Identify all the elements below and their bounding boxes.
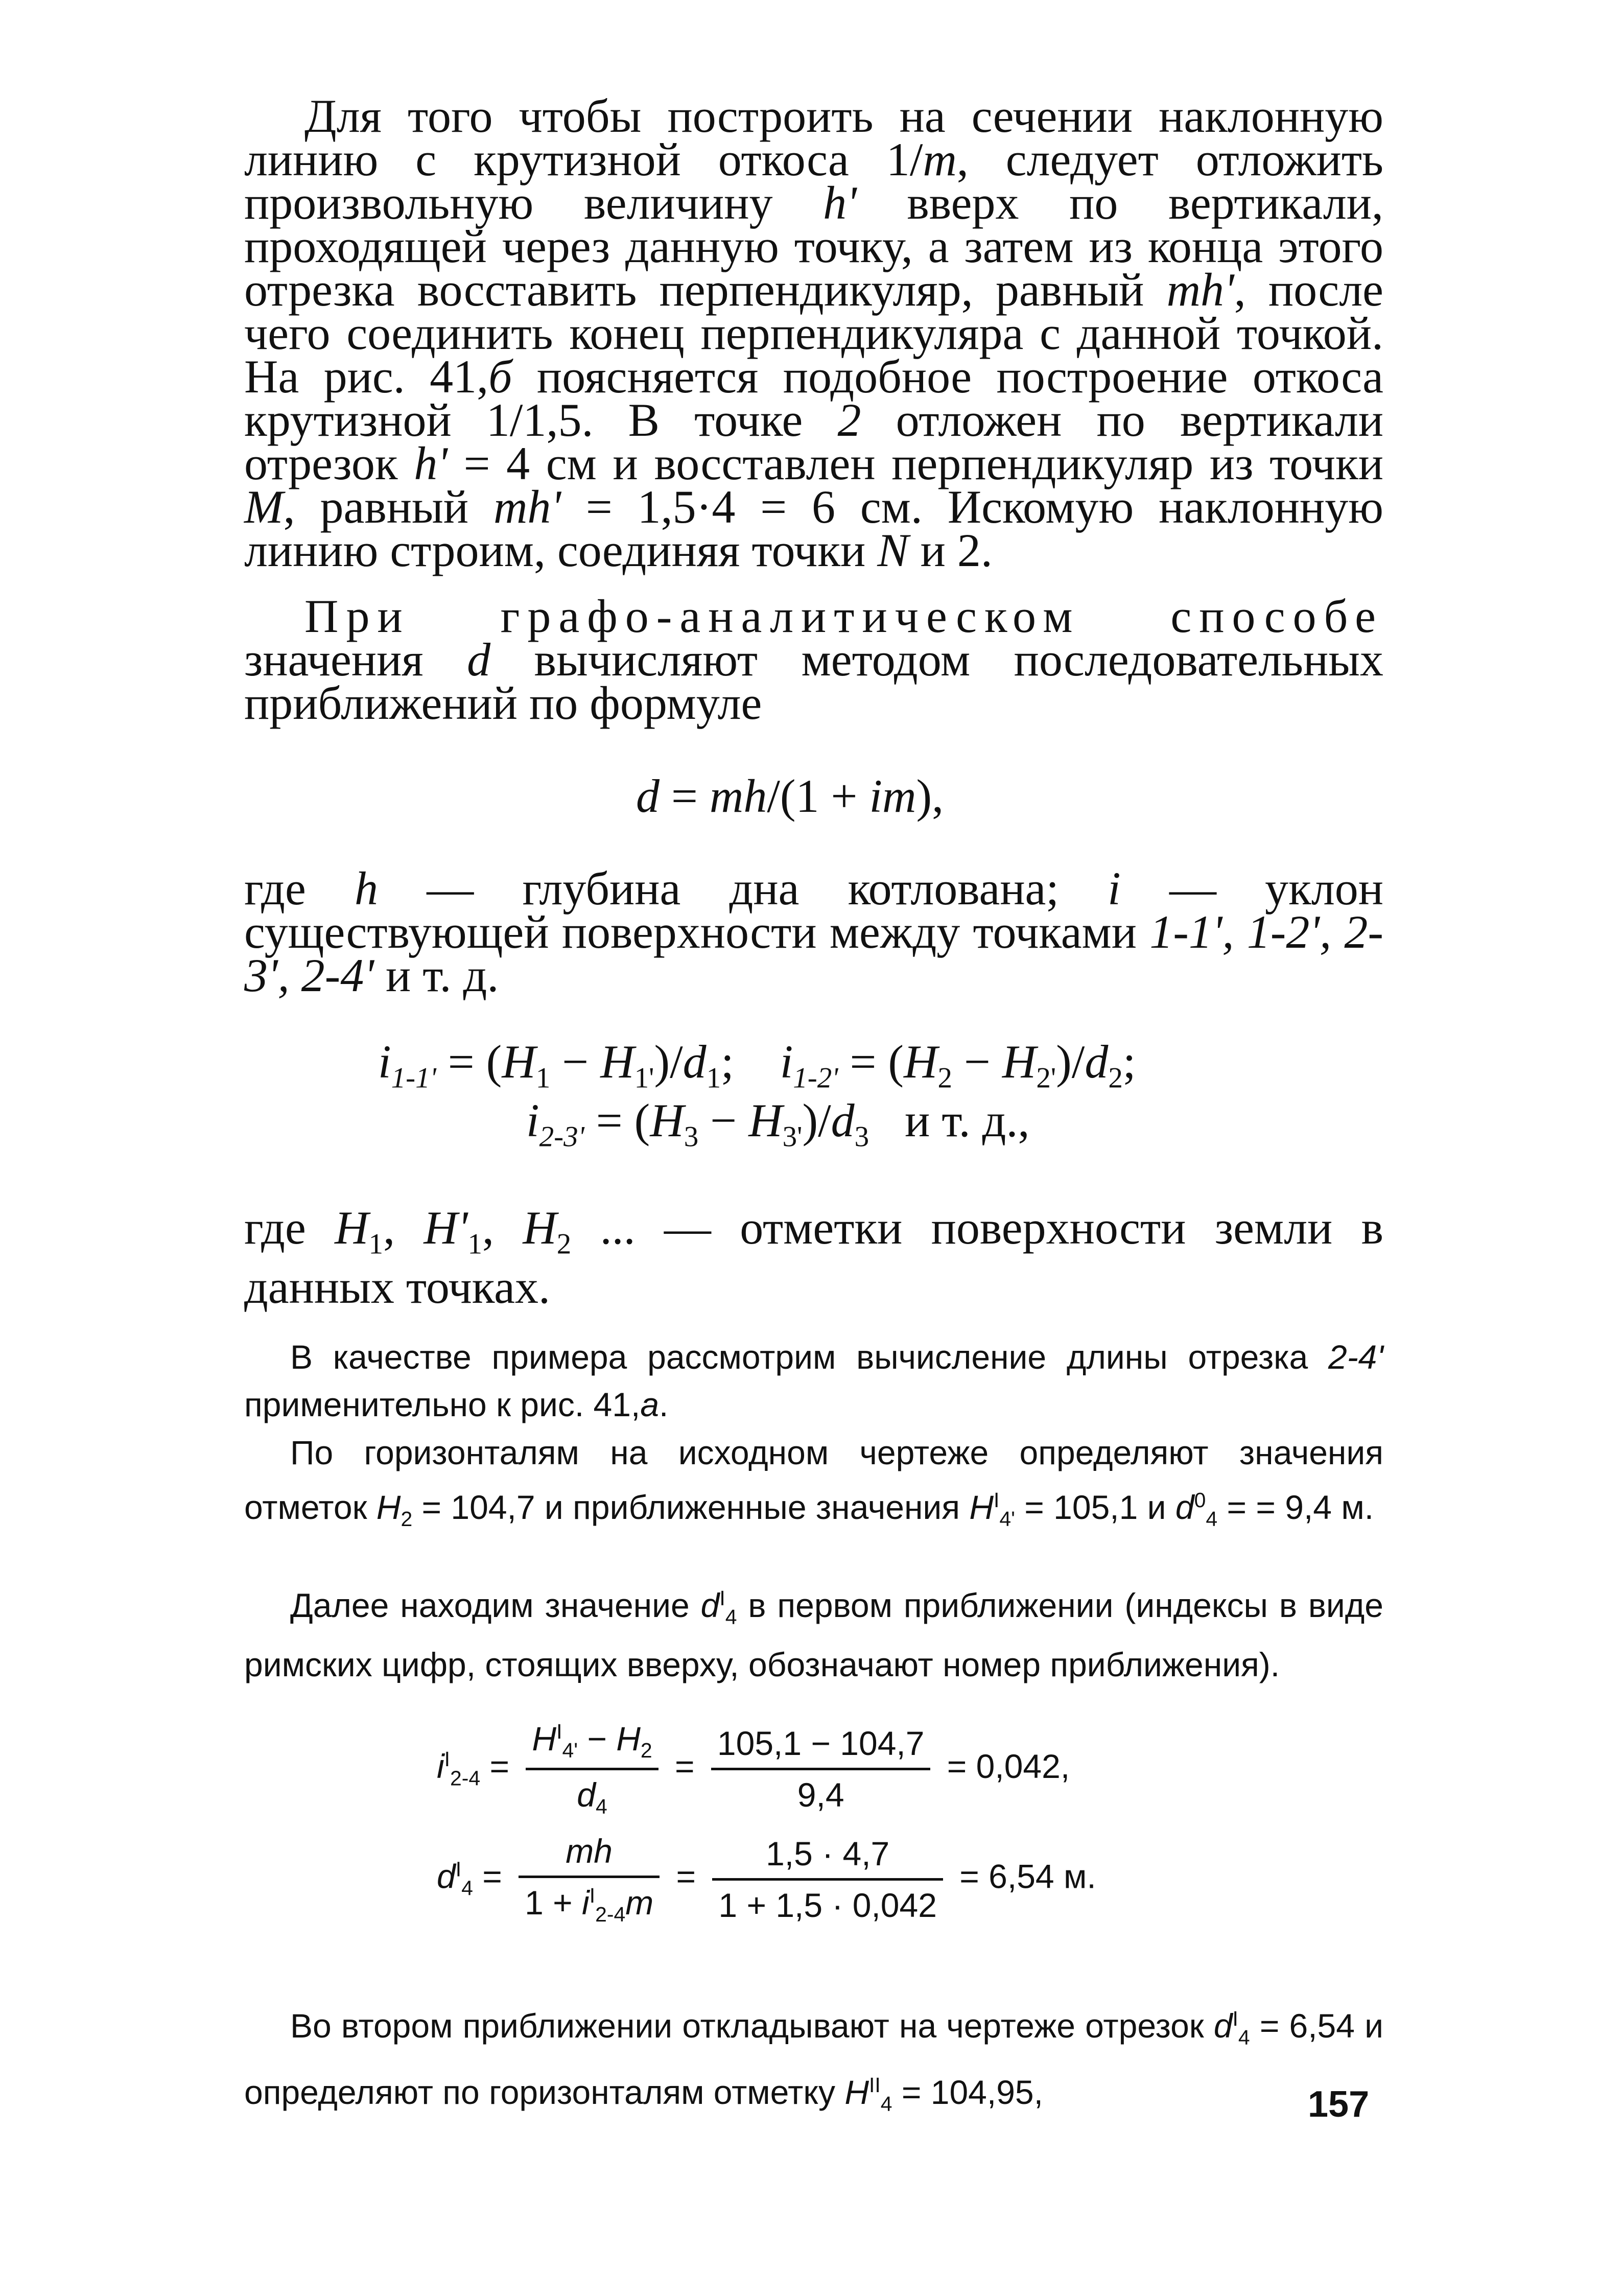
formula-d4-example: $d^I_4$ = $\frac{mh}{1 + i^I_{2-4}m}$ = $\frac{1,5 \cdot 4,7}{1 + 1,5 \cdot 0,042}$ = 6,54 м. xyxy=(437,1832,1096,1927)
paragraph-where-h: где h — глубина дна котлована; i — уклон существующей поверхности между точками 1-1', 1-2', 2-3', 2-4' и т. д. xyxy=(244,862,1384,1001)
example-intro: В качестве примера рассмотрим вычисление длины отрезка 2-4' применительно к рис. 41,а. xyxy=(244,1338,1383,1423)
fraction-d4-symbolic: $\frac{mh}{1 + i^I_{2-4}m}$ xyxy=(519,1832,660,1927)
fraction-slope-symbolic: $\frac{H^I_{4'} - H_2}{d_4}$ xyxy=(526,1719,658,1819)
page-number: 157 xyxy=(1308,2084,1370,2125)
formula-slope-example: $i^I_{2-4}$ = $\frac{H^I_{4'} - H_2}{d_4}$ = $\frac{105,1 - 104,7}{9,4}$ = 0,042, xyxy=(437,1720,1070,1819)
paragraph-grapho-analytic: При графо-аналитическом способе значения d вычисляют методом последовательных приближений по формуле xyxy=(244,590,1383,729)
example-second-approx: Во втором приближении откладывают на чертеже отрезок $d^I_4 = 6,54$ и определяют по горизонталям отметку $H^{II}_4 = 104,95$, xyxy=(244,2007,1383,2116)
example-first-approx: Далее находим значение $d^I_4$ в первом приближении (индексы в виде римских цифр, стоящих вверху, обозначают номер приближения). xyxy=(244,1586,1383,1684)
fraction-slope-numeric: $\frac{105,1 - 104,7}{9,4}$ xyxy=(711,1724,931,1814)
example-horizontals: По горизонталям на исходном чертеже определяют значения отметок $H_2 = 104,7$ и приближенные значения $H^I_{4'} = 105,1$ и $d^0_4$ = = 9,4 м. xyxy=(244,1434,1383,1531)
fraction-d4-numeric: $\frac{1,5 \cdot 4,7}{1 + 1,5 \cdot 0,042}$ xyxy=(712,1834,943,1925)
formula-slopes-1: $i_{1-1'} = (H_1 - H_{1'})/d_1$; $i_{1-2'} = (H_2 - H_{2'})/d_2$; xyxy=(378,1036,1136,1094)
paragraph-slope-construction: Для того чтобы построить на сечении наклонную линию с крутизной откоса 1/m, следует отложить произвольную величину h' вверх по вертикали, проходящей через данную точку, а затем из конца этого отрезка восставить перпендикуляр, равный mh', после чего соединить конец перпендикуляра с данной точкой. На рис. 41,б поясняется подобное построение откоса крутизной 1/1,5. В точке 2 отложен по вертикали отрезок h' = 4 см и восставлен перпендикуляр из точки M, равный mh' = 1,5·4 = 6 см. Искомую наклонную линию строим, соединяя точки N и 2. xyxy=(244,90,1384,576)
formula-d: d = mh/(1 + im), xyxy=(636,770,944,822)
formula-slopes-2: $i_{2-3'} = (H_3 - H_{3'})/d_3$ и т. д., xyxy=(526,1094,1030,1153)
paragraph-where-H: где $H_1$, $H'_1$, $H_2$ ... — отметки поверхности земли в данных точках. xyxy=(244,1202,1384,1314)
